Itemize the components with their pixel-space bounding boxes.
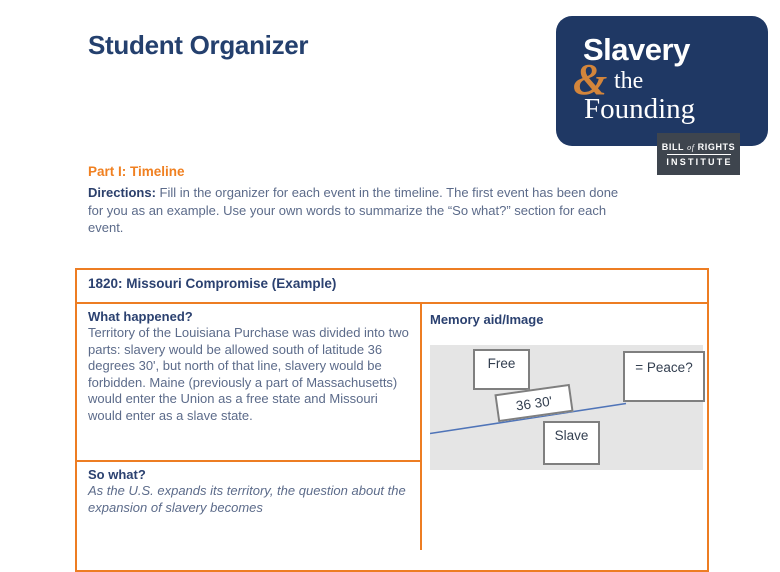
free-label-box: Free bbox=[473, 349, 530, 390]
directions-line3: event. bbox=[88, 220, 124, 235]
organizer-table bbox=[75, 268, 709, 572]
so-what-heading: So what? bbox=[88, 467, 146, 482]
directions-line2: for you as an example. Use your own words to summarize the “So what?” section for each bbox=[88, 202, 607, 218]
directions-label: Directions: bbox=[88, 185, 156, 200]
slavery-and-the-founding-logo bbox=[556, 16, 768, 146]
badge-line1: BILL of RIGHTS bbox=[661, 141, 736, 152]
logo-word-slavery: Slavery bbox=[583, 32, 690, 67]
badge-divider bbox=[667, 154, 731, 155]
what-happened-text: Territory of the Louisiana Purchase was divided into two parts: slavery would be allowed south of latitude 36 degrees 30', but north of that line, slavery would be forbidden. Maine (previously a part of Massachusetts) would enter the Union as a free state and Missouri would enter as a slave state. bbox=[88, 325, 409, 423]
bill-of-rights-institute-badge bbox=[657, 133, 740, 175]
directions-line1: Fill in the organizer for each event in the timeline. The first event has been done bbox=[155, 185, 619, 200]
so-what-cell bbox=[77, 462, 420, 550]
badge-line2: INSTITUTE bbox=[666, 156, 733, 167]
badge-of-word: of bbox=[687, 142, 695, 152]
part1-heading: Part I: Timeline bbox=[88, 164, 185, 179]
slave-label-box: Slave bbox=[543, 421, 600, 465]
memory-aid-heading: Memory aid/Image bbox=[430, 312, 544, 327]
what-happened-cell bbox=[77, 304, 420, 462]
event-header: 1820: Missouri Compromise (Example) bbox=[77, 270, 707, 304]
latitude-label-box: 36 30' bbox=[494, 384, 573, 422]
logo-word-the: the bbox=[614, 68, 644, 94]
memory-aid-image bbox=[430, 345, 703, 470]
left-column bbox=[77, 304, 422, 550]
page-title: Student Organizer bbox=[88, 30, 309, 60]
ampersand-glyph: & bbox=[573, 55, 608, 104]
directions-paragraph bbox=[88, 184, 703, 237]
what-happened-heading: What happened? bbox=[88, 309, 193, 324]
peace-label-box: = Peace? bbox=[623, 351, 705, 402]
logo-word-founding: Founding bbox=[584, 93, 696, 125]
so-what-text: As the U.S. expands its territory, the question about the expansion of slavery becomes bbox=[88, 483, 406, 515]
